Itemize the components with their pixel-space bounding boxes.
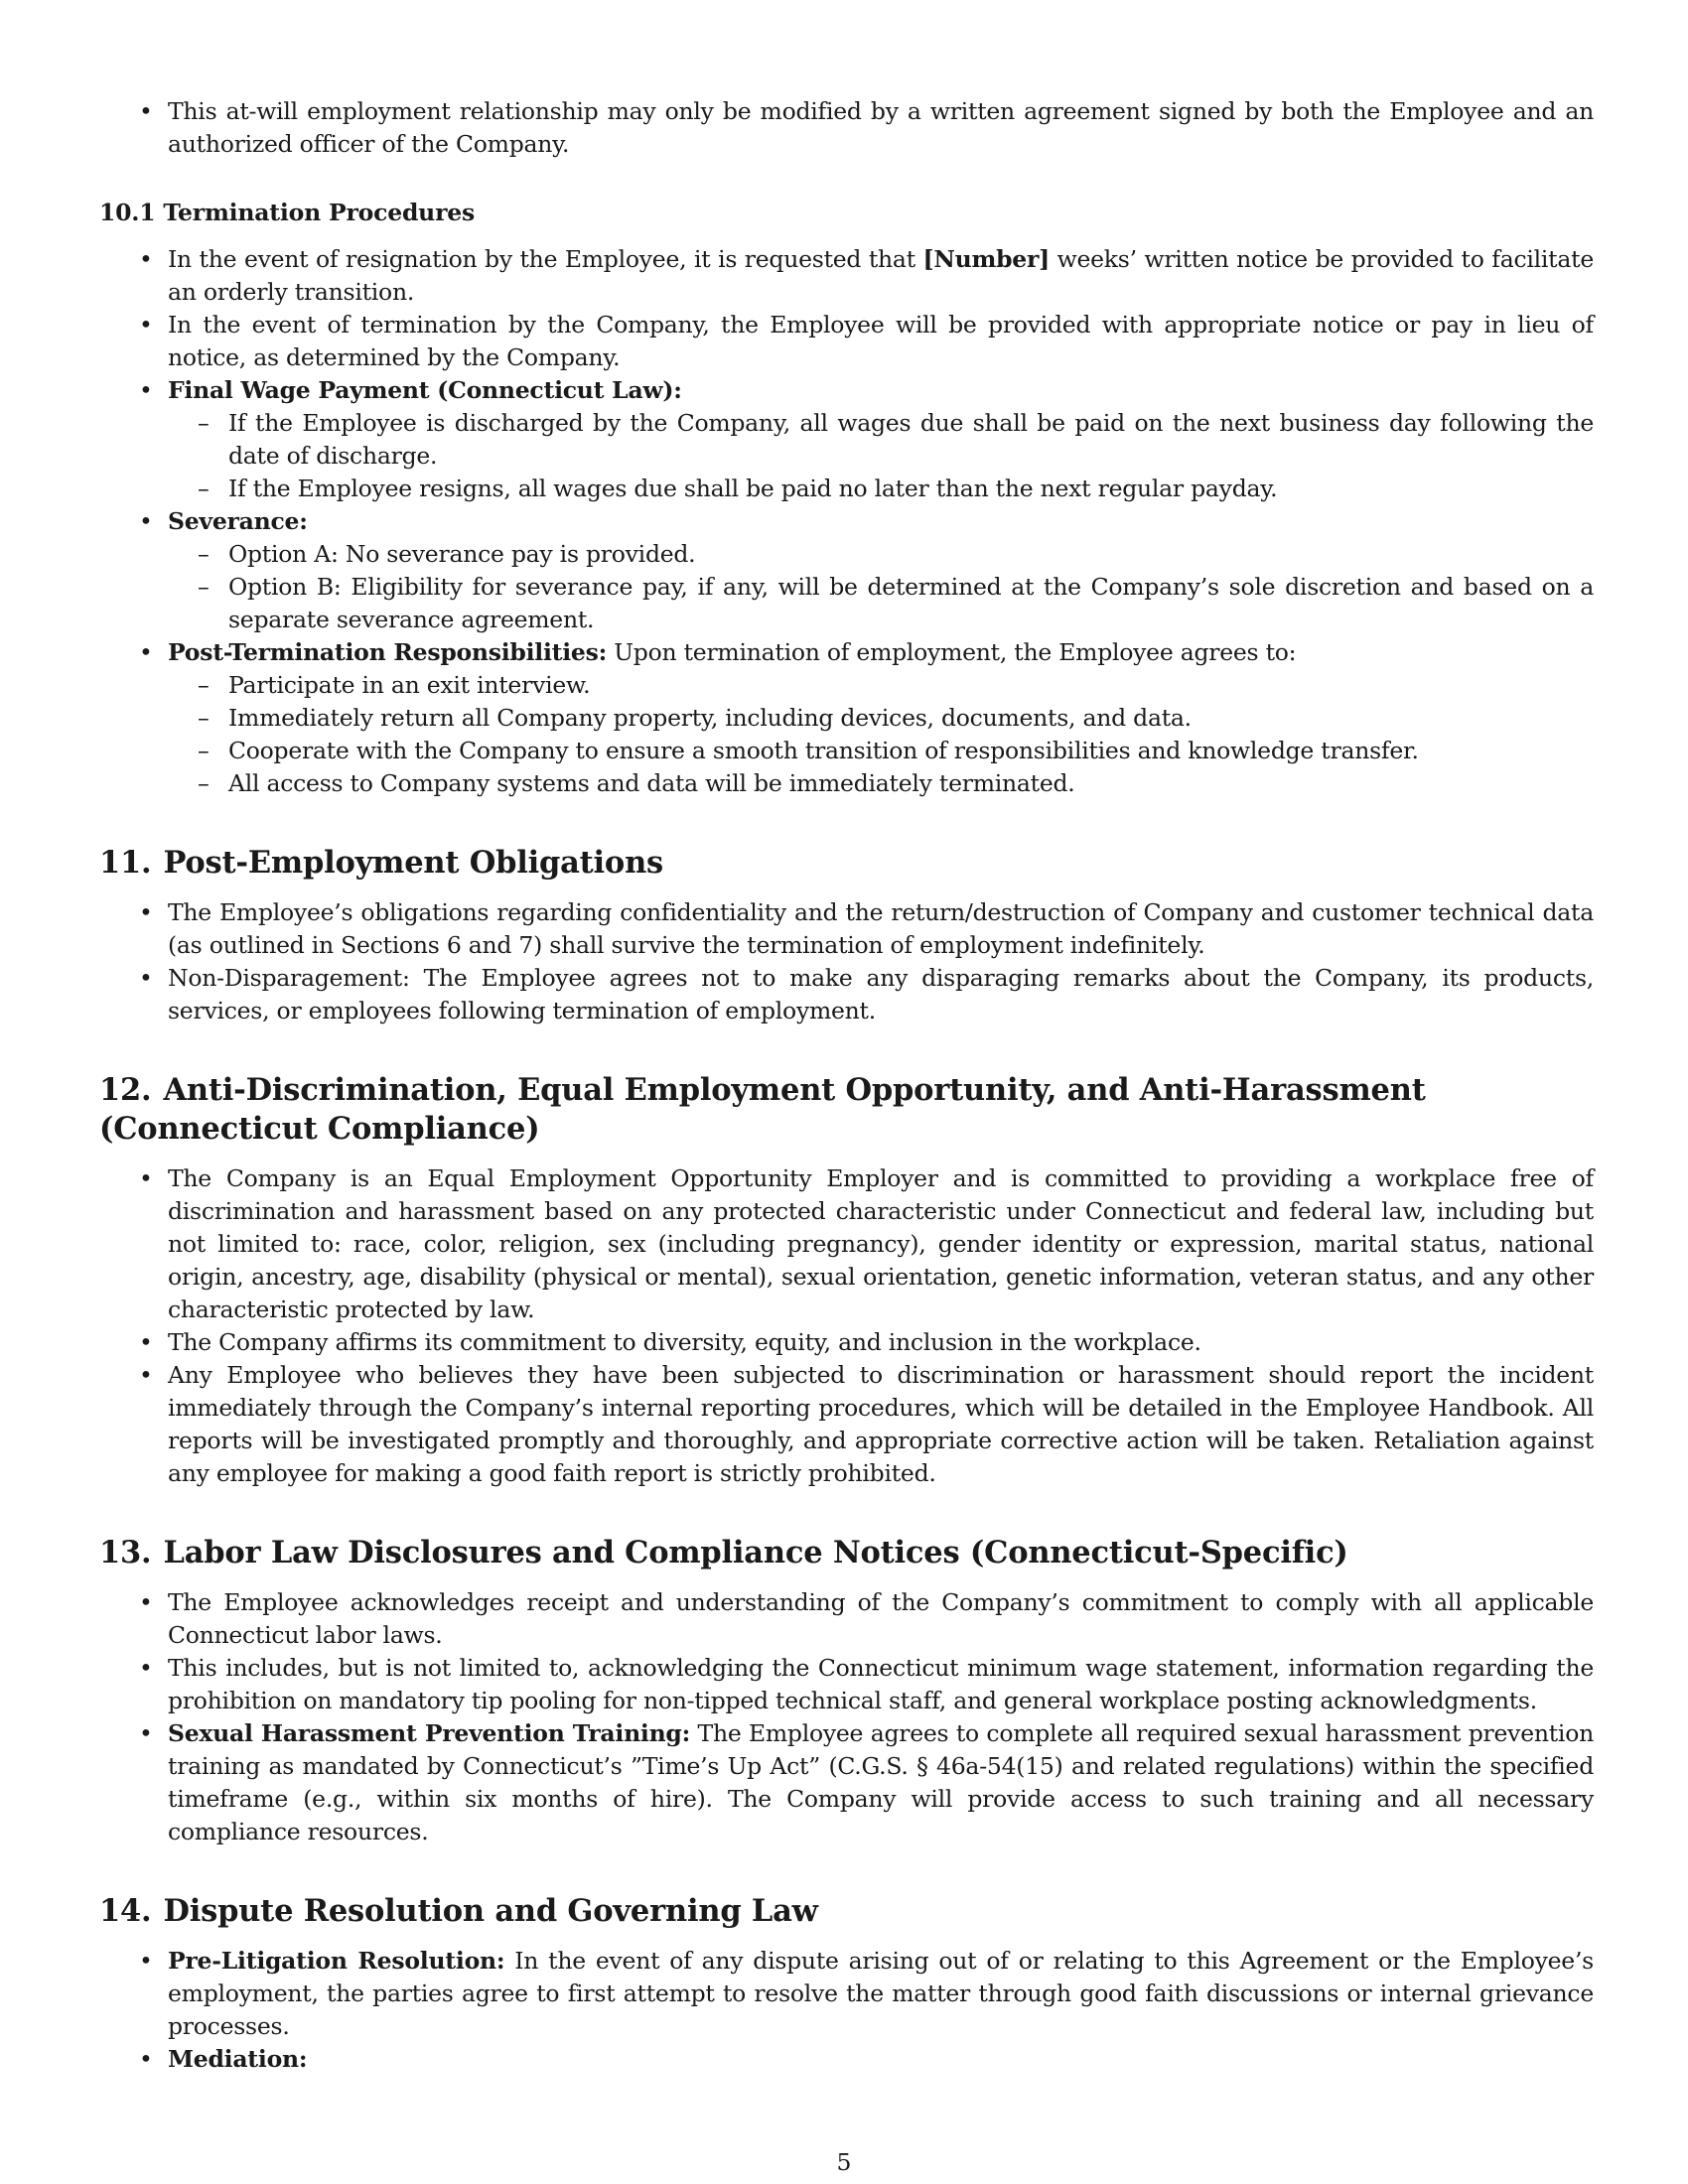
dispute-resolution-list	[99, 1945, 1594, 2076]
list-item	[99, 2043, 1594, 2076]
section-title: Labor Law Disclosures and Compliance Notices (Connecticut-Specific)	[163, 1535, 1348, 1570]
page-number: 5	[836, 2148, 852, 2176]
document-page	[99, 95, 1594, 2076]
list-item: • This includes, but is not limited to, acknowledging the Connecticut minimum wage statement, information regarding the prohibition on mandatory tip pooling for non-tipped technical staff, and general workplace posting acknowledgments.	[99, 1652, 1594, 1717]
list-item: • The Employee’s obligations regarding confidentiality and the return/destruction of Company and customer technical data (as outlined in Sections 6 and 7) shall survive the termination of employment indefinitely.	[99, 896, 1594, 962]
sublist-item: – Immediately return all Company property, including devices, documents, and data.	[168, 702, 1594, 735]
severance-sublist	[168, 538, 1594, 636]
sublist-item: – All access to Company systems and data will be immediately terminated.	[168, 767, 1594, 800]
list-item: • The Company affirms its commitment to diversity, equity, and inclusion in the workplace.	[99, 1326, 1594, 1359]
number-placeholder: [Number]	[922, 245, 1050, 273]
section-number: 13.	[99, 1535, 152, 1570]
training-label: Sexual Harassment Prevention Training:	[168, 1719, 691, 1747]
list-item	[99, 1945, 1594, 2043]
section-heading-14	[99, 1892, 1589, 1931]
section-title: Dispute Resolution and Governing Law	[163, 1893, 818, 1929]
section-title: Post-Employment Obligations	[163, 845, 664, 881]
list-item	[99, 243, 1594, 309]
list-item: • In the event of termination by the Company, the Employee will be provided with appropriate notice or pay in lieu of notice, as determined by the Company.	[99, 309, 1594, 374]
resignation-text-pre: In the event of resignation by the Employee, it is requested that	[168, 245, 923, 273]
anti-discrimination-list	[99, 1162, 1594, 1490]
sublist-item: – Cooperate with the Company to ensure a smooth transition of responsibilities and knowledge transfer.	[168, 735, 1594, 767]
final-wage-label: Final Wage Payment (Connecticut Law):	[168, 376, 682, 404]
labor-law-list	[99, 1586, 1594, 1848]
sublist-item: – Option B: Eligibility for severance pay, if any, will be determined at the Company’s sole discretion and based on a separate severance agreement.	[168, 571, 1594, 636]
post-termination-sublist	[168, 669, 1594, 800]
pre-litigation-text: In the event of any dispute arising out of or relating to this Agreement or the Employee’s employment, the parties agree to first attempt to resolve the matter through good faith discussions or internal grievance processes.	[168, 1947, 1594, 2040]
sublist-item: – If the Employee is discharged by the Company, all wages due shall be paid on the next business day following the date of discharge.	[168, 407, 1594, 473]
section-number: 12.	[99, 1072, 152, 1108]
section-heading-12	[99, 1071, 1589, 1149]
list-item: • The Company is an Equal Employment Opportunity Employer and is committed to providing a workplace free of discrimination and harassment based on any protected characteristic under Connecticut and federal law, including but not limited to: race, color, religion, sex (including pregnancy), gender identity or expression, marital status, national origin, ancestry, age, disability (physical or mental), sexual orientation, genetic information, veteran status, and any other characteristic protected by law.	[99, 1162, 1594, 1326]
section-number: 14.	[99, 1893, 152, 1929]
subsection-heading-10-1: 10.1 Termination Procedures	[99, 199, 476, 226]
list-item: • Any Employee who believes they have been subjected to discrimination or harassment should report the incident immediately through the Company’s internal reporting procedures, which will be detailed in the Employee Handbook. All reports will be investigated promptly and thoroughly, and appropriate corrective action will be taken. Retaliation against any employee for making a good faith report is strictly prohibited.	[99, 1359, 1594, 1490]
list-item: • Non-Disparagement: The Employee agrees not to make any disparaging remarks about the Company, its products, services, or employees following termination of employment.	[99, 962, 1594, 1027]
list-item	[99, 1717, 1594, 1848]
post-termination-text: Upon termination of employment, the Employee agrees to:	[607, 638, 1297, 666]
list-item: • This at-will employment relationship may only be modified by a written agreement signed by both the Employee and an authorized officer of the Company.	[99, 95, 1594, 161]
termination-procedures-list	[99, 243, 1594, 800]
final-wage-sublist	[168, 407, 1594, 505]
list-item	[99, 636, 1594, 800]
mediation-label: Mediation:	[168, 2045, 308, 2073]
sublist-item: – Option A: No severance pay is provided.	[168, 538, 1594, 571]
resignation-text-post: weeks’ written notice be provided to facilitate an orderly transition.	[168, 245, 1594, 306]
severance-label: Severance:	[168, 507, 308, 535]
post-termination-label: Post-Termination Responsibilities:	[168, 638, 608, 666]
section-heading-13	[99, 1534, 1589, 1572]
section-number: 11.	[99, 845, 152, 881]
list-item	[99, 374, 1594, 505]
section-heading-11	[99, 844, 1589, 883]
list-item	[99, 505, 1594, 636]
training-text: The Employee agrees to complete all required sexual harassment prevention training as mandated by Connecticut’s ”Time’s Up Act” (C.G.S. § 46a-54(15) and related regulations) within the specified timeframe (e.g., within six months of hire). The Company will provide access to such training and all necessary compliance resources.	[168, 1719, 1594, 1845]
intro-bullet-list	[99, 95, 1594, 161]
list-item: • The Employee acknowledges receipt and understanding of the Company’s commitment to comply with all applicable Connecticut labor laws.	[99, 1586, 1594, 1652]
sublist-item: – Participate in an exit interview.	[168, 669, 1594, 702]
sublist-item: – If the Employee resigns, all wages due shall be paid no later than the next regular payday.	[168, 473, 1594, 505]
post-employment-list	[99, 896, 1594, 1027]
pre-litigation-label: Pre-Litigation Resolution:	[168, 1947, 505, 1975]
section-title: Anti-Discrimination, Equal Employment Opportunity, and Anti-Harassment (Connecticut Compliance)	[99, 1072, 1426, 1147]
